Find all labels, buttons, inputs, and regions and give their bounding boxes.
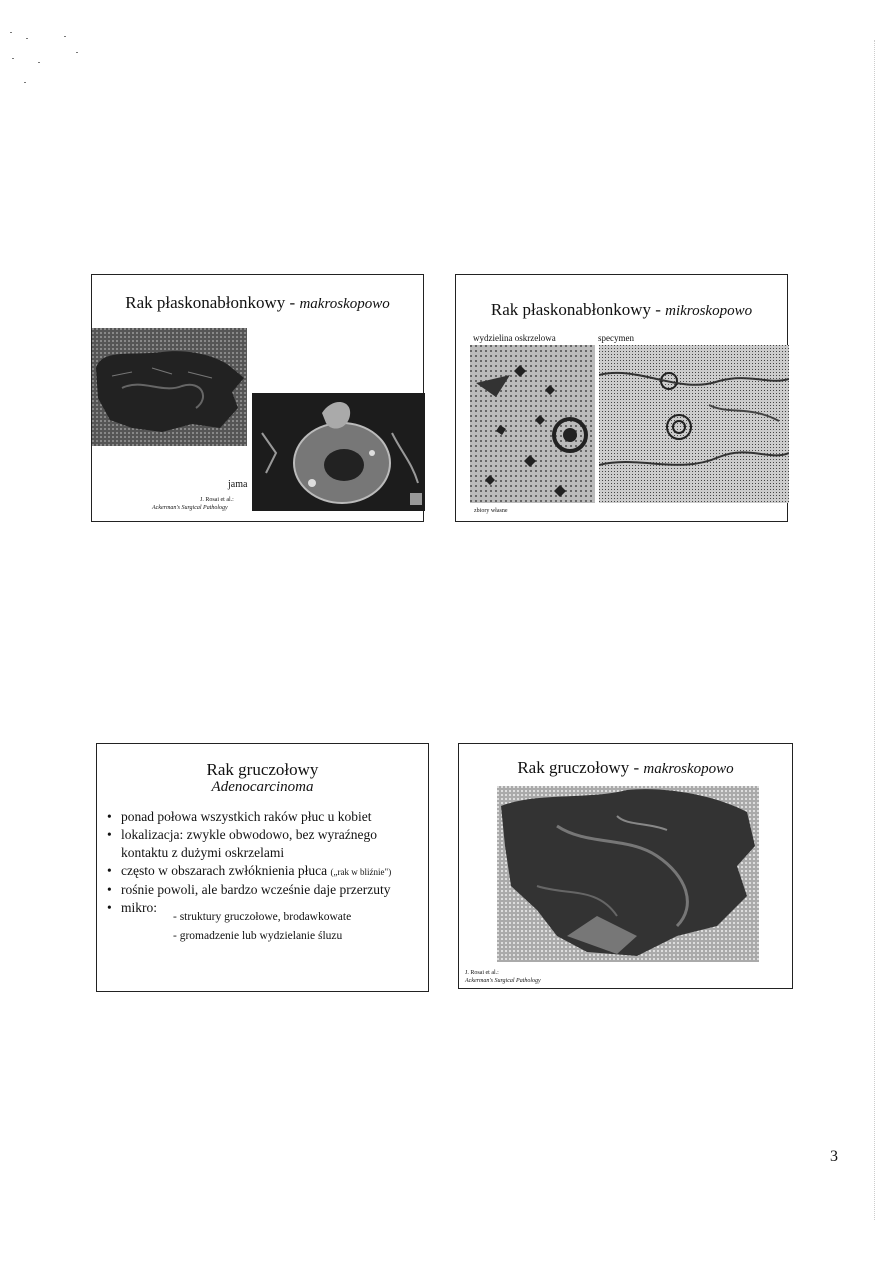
slide-title	[456, 300, 787, 320]
bullet-item	[105, 881, 427, 899]
bullet-note: („rak w bliźnie")	[330, 867, 392, 877]
bullet-text: rośnie powoli, ale bardzo wcześnie daje przerzuty	[121, 882, 391, 897]
credit-own-collection: zbiory własne	[474, 508, 508, 514]
credit-author: J. Rosai et al.:	[200, 497, 234, 503]
title-text: Rak gruczołowy -	[517, 758, 644, 777]
cytology-photo	[470, 345, 595, 503]
credit-source: Ackerman's Surgical Pathology	[152, 505, 228, 511]
bullet-text: ponad połowa wszystkich raków płuc u kobiet	[121, 809, 372, 824]
bullet-item	[105, 808, 427, 826]
mikro-item: - gromadzenie lub wydzielanie śluzu	[173, 930, 343, 942]
slide-squamous-macro	[91, 274, 424, 522]
credit-author: J. Rosai et al.:	[465, 970, 499, 976]
title-italic: makroskopowo	[643, 761, 734, 777]
slide-adenocarcinoma-text	[96, 743, 429, 992]
bullet-item	[105, 862, 427, 881]
slide-adenocarcinoma-macro	[458, 743, 793, 989]
slide-squamous-micro	[455, 274, 788, 522]
bullet-item	[105, 826, 427, 862]
macro-specimen-photo	[92, 328, 247, 446]
bullet-text: mikro:	[121, 900, 157, 915]
credit-source: Ackerman's Surgical Pathology	[465, 978, 541, 984]
caption-cavity: jama	[228, 479, 248, 490]
title-text: Rak płaskonabłonkowy -	[490, 300, 666, 319]
mikro-item: - struktury gruczołowe, brodawkowate	[173, 911, 352, 923]
macro-specimen-photo	[497, 786, 759, 962]
label-bronchial-secretion: wydzielina oskrzelowa	[473, 333, 556, 343]
slide-title	[459, 758, 792, 778]
scan-edge-line	[874, 40, 875, 1220]
slide-title: Rak gruczołowy	[206, 760, 319, 779]
label-specimen: specymen	[598, 333, 634, 343]
title-text: Rak płaskonabłonkowy -	[125, 293, 300, 312]
bullet-text: często w obszarach zwłóknienia płuca	[121, 863, 328, 878]
page-number: 3	[830, 1148, 838, 1165]
title-italic: mikroskopowo	[665, 303, 753, 319]
bullet-list	[105, 808, 427, 917]
histology-photo	[599, 345, 789, 503]
title-italic: makroskopowo	[299, 296, 390, 312]
slide-title	[92, 293, 423, 313]
slide-subtitle: Adenocarcinoma	[211, 779, 314, 795]
bullet-text: lokalizacja: zwykle obwodowo, bez wyraźnego kontaktu z dużymi oskrzelami	[121, 827, 378, 860]
cavity-specimen-photo	[252, 393, 425, 511]
